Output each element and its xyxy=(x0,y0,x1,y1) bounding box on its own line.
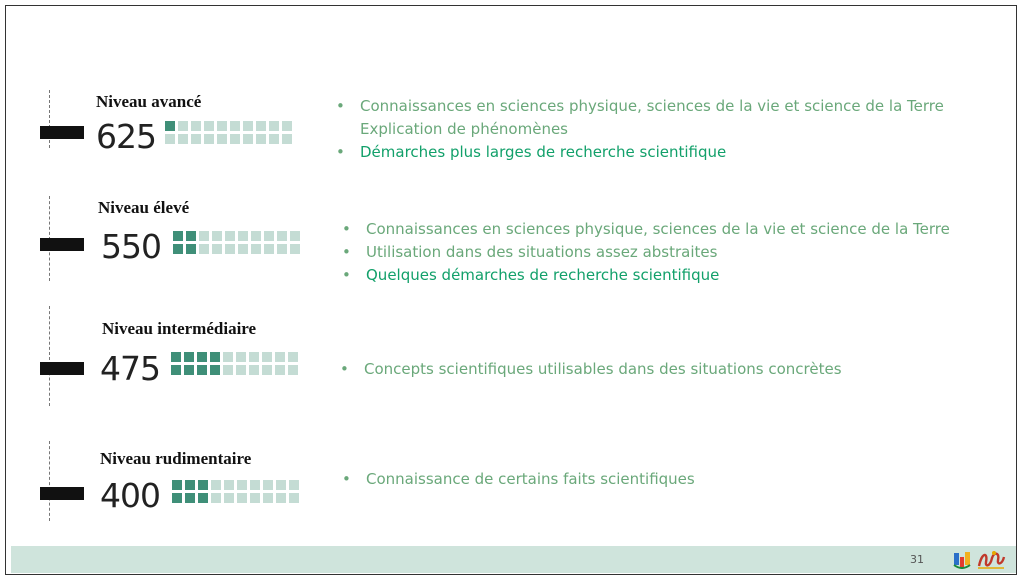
bullet-text: Utilisation dans des situations assez abstraites xyxy=(366,243,718,261)
grid-cell-empty xyxy=(264,231,274,241)
grid-cell-empty xyxy=(204,121,214,131)
grid-cell-empty xyxy=(290,231,300,241)
bullet-item xyxy=(342,218,950,241)
bullet-text: Connaissances en sciences physique, sciences de la vie et science de la Terre xyxy=(360,97,944,115)
grid-cell-empty xyxy=(263,493,273,503)
partner-logo-icon xyxy=(976,548,1006,570)
grid-cell-empty xyxy=(264,244,274,254)
level-grid xyxy=(171,352,298,375)
grid-cell-empty xyxy=(276,480,286,490)
grid-cell-empty xyxy=(251,244,261,254)
grid-cell-empty xyxy=(212,244,222,254)
bullet-dot-icon: • xyxy=(342,220,351,238)
bullet-item xyxy=(342,264,950,287)
grid-cell-filled xyxy=(210,365,220,375)
level-grid xyxy=(172,480,299,503)
grid-cell-empty xyxy=(230,134,240,144)
grid-cell-filled xyxy=(165,121,175,131)
grid-cell-empty xyxy=(211,493,221,503)
grid-cell-empty xyxy=(191,134,201,144)
grid-cell-filled xyxy=(173,231,183,241)
grid-cell-empty xyxy=(223,352,233,362)
grid-cell-empty xyxy=(238,244,248,254)
level-grid xyxy=(165,121,292,144)
grid-cell-empty xyxy=(230,121,240,131)
level-title: Niveau avancé xyxy=(96,92,202,111)
bullet-dot-icon: • xyxy=(340,360,349,378)
grid-cell-empty xyxy=(262,352,272,362)
grid-cell-empty xyxy=(256,121,266,131)
bullet-text: Concepts scientifiques utilisables dans des situations concrètes xyxy=(364,360,842,378)
grid-cell-empty xyxy=(225,231,235,241)
scale-marker xyxy=(40,126,84,139)
grid-cell-empty xyxy=(199,231,209,241)
level-bullets xyxy=(336,95,944,164)
level-score: 550 xyxy=(101,227,161,266)
grid-cell-filled xyxy=(198,493,208,503)
bullet-text: Démarches plus larges de recherche scientifique xyxy=(360,143,727,161)
grid-cell-empty xyxy=(165,134,175,144)
grid-cell-empty xyxy=(282,121,292,131)
grid-cell-empty xyxy=(288,365,298,375)
grid-cell-empty xyxy=(275,365,285,375)
grid-cell-filled xyxy=(171,352,181,362)
grid-cell-empty xyxy=(275,352,285,362)
grid-cell-empty xyxy=(237,480,247,490)
grid-cell-empty xyxy=(224,480,234,490)
grid-cell-filled xyxy=(198,480,208,490)
grid-cell-empty xyxy=(225,244,235,254)
grid-cell-empty xyxy=(217,121,227,131)
grid-cell-filled xyxy=(210,352,220,362)
bullet-item xyxy=(340,358,842,381)
level-score: 475 xyxy=(100,349,160,388)
grid-cell-filled xyxy=(186,244,196,254)
page-number: 31 xyxy=(910,553,924,566)
level-score: 400 xyxy=(100,476,160,515)
level-score: 625 xyxy=(96,117,156,156)
bullet-dot-icon: • xyxy=(342,266,351,284)
grid-cell-empty xyxy=(289,493,299,503)
bullet-dot-icon: • xyxy=(342,243,351,261)
level-bullets xyxy=(342,468,695,491)
bullet-text: Explication de phénomènes xyxy=(360,120,569,138)
scale-line xyxy=(49,441,50,521)
level-title: Niveau élevé xyxy=(98,198,190,217)
grid-cell-empty xyxy=(212,231,222,241)
grid-cell-empty xyxy=(178,134,188,144)
grid-cell-empty xyxy=(204,134,214,144)
grid-cell-empty xyxy=(277,244,287,254)
level-bullets xyxy=(340,358,842,381)
scale-marker xyxy=(40,362,84,375)
grid-cell-empty xyxy=(211,480,221,490)
bullet-item xyxy=(342,468,695,491)
bullet-text: Connaissances en sciences physique, sciences de la vie et science de la Terre xyxy=(366,220,950,238)
grid-cell-empty xyxy=(243,121,253,131)
grid-cell-empty xyxy=(249,365,259,375)
grid-cell-filled xyxy=(171,365,181,375)
grid-cell-empty xyxy=(243,134,253,144)
grid-cell-empty xyxy=(262,365,272,375)
slide-footer xyxy=(11,546,1016,573)
grid-cell-filled xyxy=(173,244,183,254)
grid-cell-empty xyxy=(250,480,260,490)
bullet-item xyxy=(336,95,944,118)
grid-cell-filled xyxy=(185,493,195,503)
grid-cell-empty xyxy=(256,134,266,144)
grid-cell-empty xyxy=(238,231,248,241)
grid-cell-empty xyxy=(237,493,247,503)
grid-cell-empty xyxy=(199,244,209,254)
scale-marker xyxy=(40,487,84,500)
grid-cell-empty xyxy=(191,121,201,131)
grid-cell-empty xyxy=(277,231,287,241)
grid-cell-empty xyxy=(236,352,246,362)
bullet-item xyxy=(336,141,944,164)
scale-marker xyxy=(40,238,84,251)
scale-line xyxy=(49,90,50,148)
level-title: Niveau intermédiaire xyxy=(102,319,257,338)
grid-cell-empty xyxy=(269,134,279,144)
grid-cell-empty xyxy=(249,352,259,362)
bullet-item xyxy=(336,118,944,141)
grid-cell-filled xyxy=(197,352,207,362)
grid-cell-empty xyxy=(250,493,260,503)
grid-cell-empty xyxy=(251,231,261,241)
grid-cell-empty xyxy=(236,365,246,375)
institution-logo-icon xyxy=(952,549,972,569)
slide xyxy=(5,5,1017,575)
level-bullets xyxy=(342,218,950,287)
grid-cell-empty xyxy=(217,134,227,144)
grid-cell-filled xyxy=(184,365,194,375)
level-title: Niveau rudimentaire xyxy=(100,449,252,468)
grid-cell-empty xyxy=(224,493,234,503)
grid-cell-empty xyxy=(223,365,233,375)
grid-cell-filled xyxy=(197,365,207,375)
grid-cell-filled xyxy=(185,480,195,490)
grid-cell-empty xyxy=(290,244,300,254)
bullet-text: Connaissance de certains faits scientifiques xyxy=(366,470,695,488)
grid-cell-filled xyxy=(186,231,196,241)
grid-cell-empty xyxy=(178,121,188,131)
scale-line xyxy=(49,306,50,406)
grid-cell-empty xyxy=(269,121,279,131)
grid-cell-empty xyxy=(263,480,273,490)
grid-cell-empty xyxy=(276,493,286,503)
level-grid xyxy=(173,231,300,254)
grid-cell-filled xyxy=(172,480,182,490)
grid-cell-empty xyxy=(282,134,292,144)
bullet-dot-icon: • xyxy=(342,470,351,488)
bullet-dot-icon: • xyxy=(336,97,345,115)
grid-cell-empty xyxy=(289,480,299,490)
bullet-item xyxy=(342,241,950,264)
grid-cell-empty xyxy=(288,352,298,362)
grid-cell-filled xyxy=(172,493,182,503)
bullet-dot-icon: • xyxy=(336,143,345,161)
bullet-text: Quelques démarches de recherche scientifique xyxy=(366,266,720,284)
grid-cell-filled xyxy=(184,352,194,362)
